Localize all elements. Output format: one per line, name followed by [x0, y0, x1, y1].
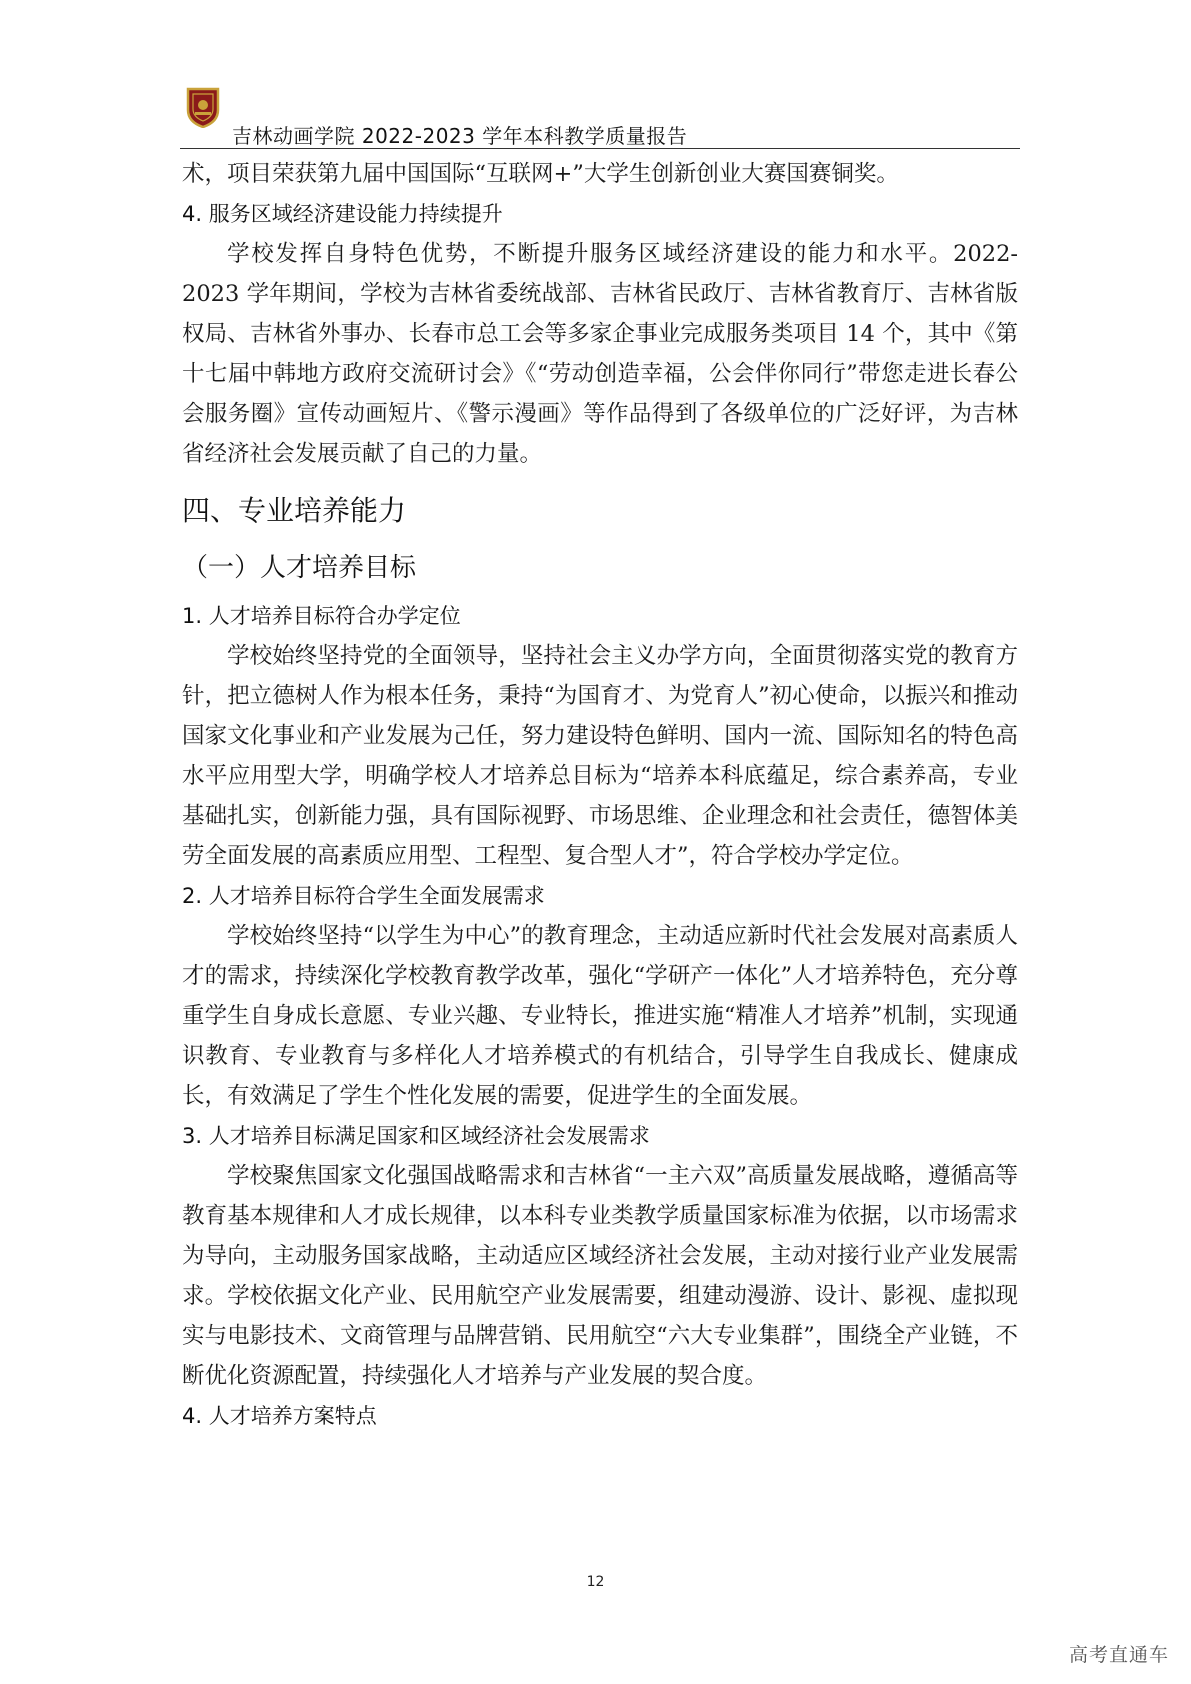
body-paragraph: 学校始终坚持“以学生为中心”的教育理念，主动适应新时代社会发展对高素质人才的需求，持续深化学校教育教学改革，强化“学研产一体化”人才培养特色，充分尊重学生自身成长意愿、专业兴趣、专业特长，推进实施“精准人才培养”机制，实现通识教育、专业教育与多样化人才培养模式的有机结合，引导学生自我成长、健康成长，有效满足了学生个性化发展的需要，促进学生的全面发展。: [182, 923, 1018, 1109]
subsection-heading: 4. 人才培养方案特点: [182, 1404, 377, 1428]
chapter-heading: 四、专业培养能力: [182, 494, 407, 527]
school-crest-icon: [186, 86, 220, 128]
body-paragraph: 术，项目荣获第九届中国国际“互联网+”大学生创新创业大赛国赛铜奖。: [182, 161, 899, 187]
subsection-heading: 4. 服务区域经济建设能力持续提升: [182, 202, 503, 226]
body-paragraph: 学校聚焦国家文化强国战略需求和吉林省“一主六双”高质量发展战略，遵循高等教育基本规律和人才成长规律，以本科专业类教学质量国家标准为依据，以市场需求为导向，主动服务国家战略，主动适应区域经济社会发展，主动对接行业产业发展需求。学校依据文化产业、民用航空产业发展需要，组建动漫游、设计、影视、虚拟现实与电影技术、文商管理与品牌营销、民用航空“六大专业集群”，围绕全产业链，不断优化资源配置，持续强化人才培养与产业发展的契合度。: [182, 1163, 1018, 1389]
subsection-heading: 3. 人才培养目标满足国家和区域经济社会发展需求: [182, 1124, 650, 1148]
watermark: 高考直通车: [1068, 1644, 1169, 1666]
document-body: [182, 154, 1018, 1436]
page-header: [180, 86, 1020, 150]
body-paragraph: 学校发挥自身特色优势，不断提升服务区域经济建设的能力和水平。2022-2023 学年期间，学校为吉林省委统战部、吉林省民政厅、吉林省教育厅、吉林省版权局、吉林省外事办、长春市总工会等多家企事业完成服务类项目 14 个，其中《第十七届中韩地方政府交流研讨会》《“劳动创造幸福，公会伴你同行”带您走进长春公会服务圈》宣传动画短片、《警示漫画》等作品得到了各级单位的广泛好评，为吉林省经济社会发展贡献了自己的力量。: [182, 241, 1018, 467]
section-heading: （一）人才培养目标: [182, 553, 417, 583]
header-divider: [180, 148, 1020, 149]
subsection-heading: 1. 人才培养目标符合办学定位: [182, 604, 461, 628]
page-number: 12: [586, 1574, 605, 1590]
subsection-heading: 2. 人才培养目标符合学生全面发展需求: [182, 884, 545, 908]
body-paragraph: 学校始终坚持党的全面领导，坚持社会主义办学方向，全面贯彻落实党的教育方针，把立德树人作为根本任务，秉持“为国育才、为党育人”初心使命，以振兴和推动国家文化事业和产业发展为己任，努力建设特色鲜明、国内一流、国际知名的特色高水平应用型大学，明确学校人才培养总目标为“培养本科底蕴足，综合素养高，专业基础扎实，创新能力强，具有国际视野、市场思维、企业理念和社会责任，德智体美劳全面发展的高素质应用型、工程型、复合型人才”，符合学校办学定位。: [182, 643, 1018, 869]
header-title: 吉林动画学院 2022-2023 学年本科教学质量报告: [232, 124, 688, 148]
